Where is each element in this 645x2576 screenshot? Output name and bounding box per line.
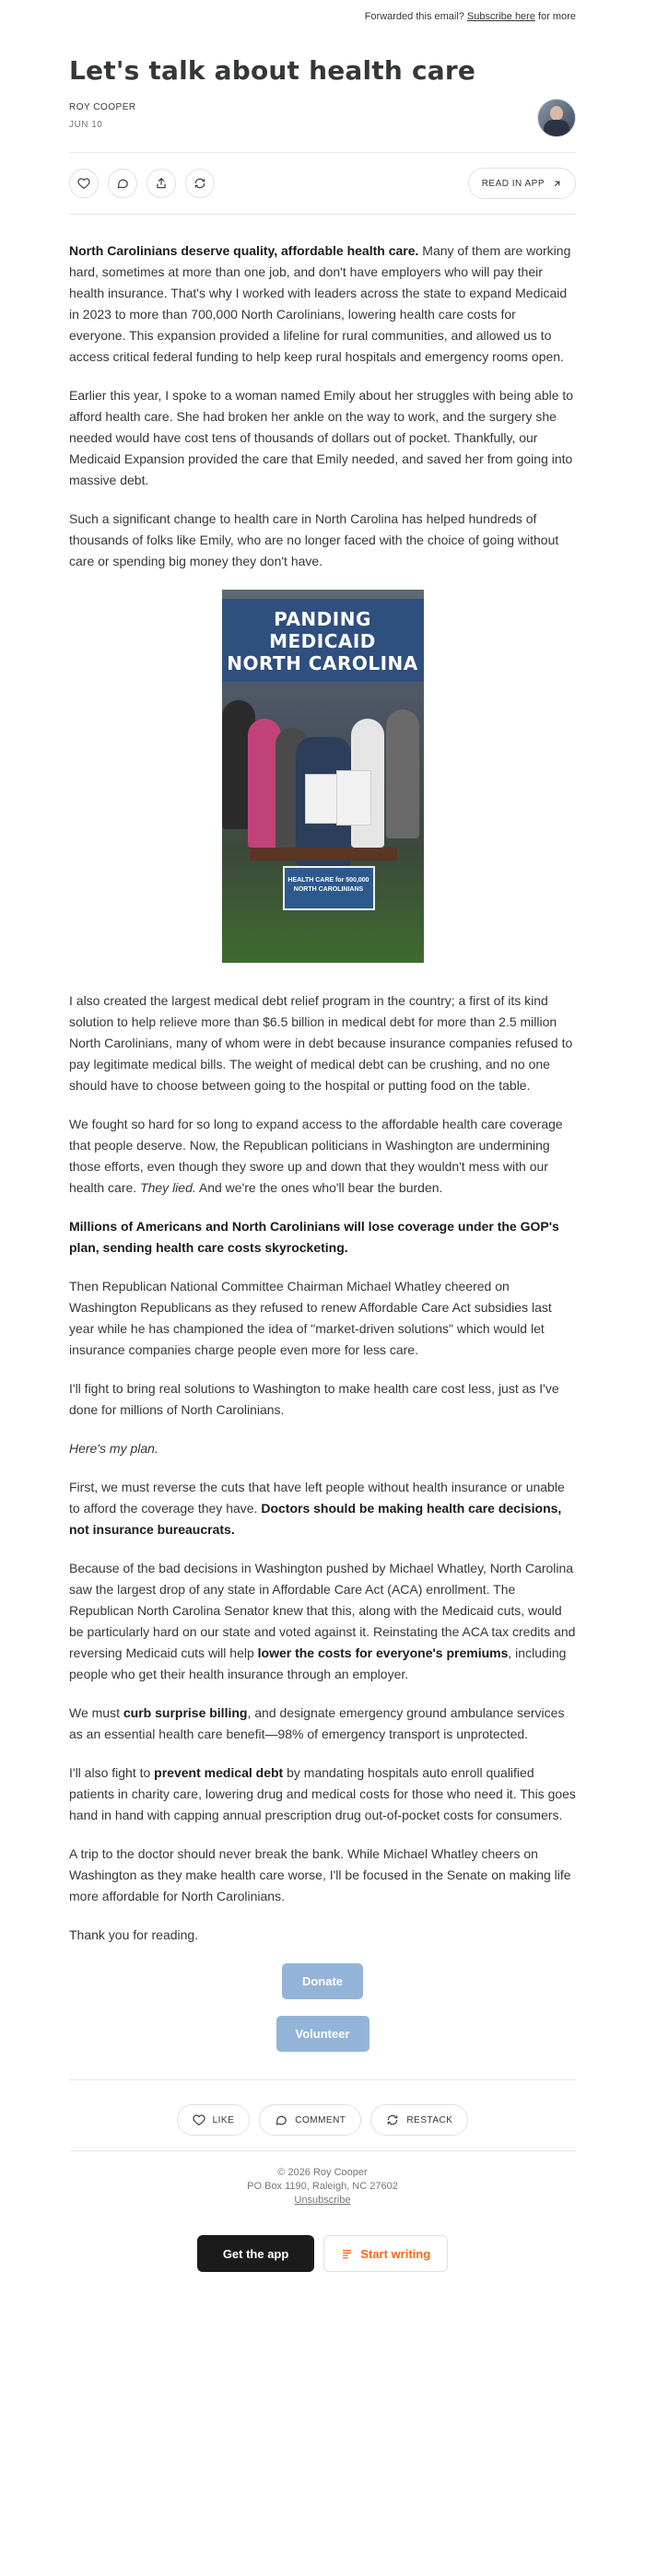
byline (69, 99, 576, 137)
paragraph: Earlier this year, I spoke to a woman named Emily about her struggles with being able to afford health care. She had broken her ankle on the way to work, and the surgery she needed would have cost tens of thousands of dollars out of pocket. Thankfully, our Medicaid Expansion provided the care that Emily needed, and saved her from going into massive debt. (69, 388, 574, 487)
footer-restack-button[interactable] (370, 2104, 468, 2136)
divider (69, 2079, 576, 2080)
footer-fineprint (69, 2166, 576, 2207)
paragraph: Then Republican National Committee Chairman Michael Whatley cheered on Washington Republicans as they refused to renew Affordable Care Act subsidies last year while he has championed the idea of "market-driven solutions" which would let insurance companies charge people even more for less care. (69, 1279, 552, 1357)
image-banner-text: PANDING MEDICAID NORTH CAROLINA (227, 608, 418, 674)
paragraph: I'll also fight to prevent medical debt by mandating hospitals auto enroll qualified patients in charity care, lowering drug and medical costs for those who need it. This goes hand in hand with capping annual prescription drug out-of-pocket costs for consumers. (69, 1765, 576, 1822)
divider (69, 214, 576, 215)
comment-icon (116, 177, 129, 190)
desk (250, 848, 397, 861)
paragraph: Thank you for reading. (69, 1927, 199, 1942)
post-image[interactable] (222, 590, 424, 963)
document (336, 770, 371, 825)
start-writing-button[interactable] (323, 2235, 448, 2272)
heart-icon (193, 2113, 205, 2126)
paragraph: We fought so hard for so long to expand access to the affordable health care coverage that people deserve. Now, the Republican politicians in Washington are undermining those efforts, even though they swore up and down that they wouldn't mess with our health care. They lied. And we're the ones who'll bear the burden. (69, 1117, 563, 1195)
paragraph: A trip to the doctor should never break the bank. While Michael Whatley cheers on Washington as they make health care worse, I'll be focused in the Senate on making life more affordable for North Carolinians. (69, 1846, 571, 1903)
post-actions (69, 168, 576, 199)
start-writing-label: Start writing (360, 2246, 431, 2261)
divider (69, 152, 576, 153)
footer-like-button[interactable] (177, 2104, 251, 2136)
post-body (69, 240, 576, 1946)
footer-actions (69, 2104, 576, 2136)
author-name[interactable]: ROY COOPER (69, 102, 136, 112)
copyright: © 2026 Roy Cooper (277, 2167, 368, 2178)
donate-button[interactable]: Donate (282, 1963, 363, 1999)
paragraph: Here's my plan. (69, 1441, 158, 1456)
email-container (69, 0, 576, 2272)
paragraph: Such a significant change to health care in North Carolina has helped hundreds of thousands of folks like Emily, who are no longer faced with the choice of going without care or spending big money they don't have. (69, 511, 559, 568)
unsubscribe-link[interactable]: Unsubscribe (294, 2195, 351, 2206)
post-date: JUN 10 (69, 120, 103, 130)
image-sign: HEALTH CARE for 500,000 NORTH CAROLINIANS (283, 866, 375, 910)
heart-icon (77, 177, 90, 190)
volunteer-button[interactable]: Volunteer (276, 2016, 369, 2052)
read-in-app-label: READ IN APP (481, 178, 545, 189)
paragraph: Because of the bad decisions in Washington pushed by Michael Whatley, North Carolina saw the largest drop of any state in Affordable Care Act (ACA) enrollment. The Republican North Carolina Senator knew that this, along with the Medicaid cuts, would be particularly hard on our state and voted against it. Reinstating the ACA tax credits and reversing Medicaid cuts will help lower the costs for everyone's premiums, including people who get their health insurance through an employer. (69, 1561, 576, 1681)
forwarded-text: Forwarded this email? (364, 11, 464, 22)
pencil-icon (341, 2248, 353, 2260)
restack-icon (194, 177, 206, 190)
restack-button[interactable] (185, 169, 215, 198)
paragraph: North Carolinians deserve quality, affordable health care. Many of them are working hard, sometimes at more than one job, and don't have employers who will pay their health insurance. That's why I worked with leaders across the state to expand Medicaid in 2023 to more than 700,000 North Carolinians, lowering health care costs for everyone. This expansion provided a lifeline for rural communities, and allowed us to access critical federal funding to help keep rural hospitals and emergency rooms open. (69, 243, 571, 364)
comment-button[interactable] (108, 169, 137, 198)
get-app-button[interactable]: Get the app (197, 2235, 315, 2272)
restack-icon (386, 2113, 399, 2126)
footer-comment-button[interactable] (259, 2104, 361, 2136)
paragraph: I also created the largest medical debt relief program in the country; a first of its kind solution to help relieve more than $6.5 billion in medical debt for more than 2.5 million North Carolinians, many of whom were in debt because insurance companies refused to pay legitimate medical bills. The weight of medical debt can be crushing, and no one should have to choose between going to the hospital or putting food on the table. (69, 993, 573, 1093)
forwarded-note (69, 0, 576, 28)
subscribe-link[interactable]: Subscribe here (466, 11, 535, 22)
restack-label: RESTACK (406, 2114, 453, 2125)
read-in-app-button[interactable] (468, 168, 576, 199)
like-label: LIKE (212, 2114, 235, 2125)
comment-label: COMMENT (295, 2114, 346, 2125)
post-title[interactable]: Let's talk about health care (69, 55, 476, 86)
paragraph: We must curb surprise billing, and designate emergency ground ambulance services as an essential health care benefit—98% of emergency transport is unprotected. (69, 1705, 565, 1741)
forwarded-suffix: for more (538, 11, 576, 22)
paragraph: I'll fight to bring real solutions to Washington to make health care cost less, just as I've done for millions of North Carolinians. (69, 1381, 559, 1417)
app-promo (69, 2235, 576, 2272)
author-avatar[interactable] (537, 99, 576, 137)
like-button[interactable] (69, 169, 99, 198)
paragraph: Millions of Americans and North Carolinians will lose coverage under the GOP's plan, sending health care costs skyrocketing. (69, 1219, 559, 1255)
comment-icon (275, 2113, 287, 2126)
share-button[interactable] (147, 169, 176, 198)
mailing-address: PO Box 1190, Raleigh, NC 27602 (247, 2181, 398, 2192)
cta-buttons (69, 1963, 576, 2052)
divider (69, 2150, 576, 2151)
arrow-up-right-icon (552, 179, 562, 189)
paragraph: First, we must reverse the cuts that have left people without health insurance or unable to afford the coverage they have. Doctors should be making health care decisions, not insurance bureaucrats. (69, 1480, 565, 1537)
share-icon (155, 177, 168, 190)
